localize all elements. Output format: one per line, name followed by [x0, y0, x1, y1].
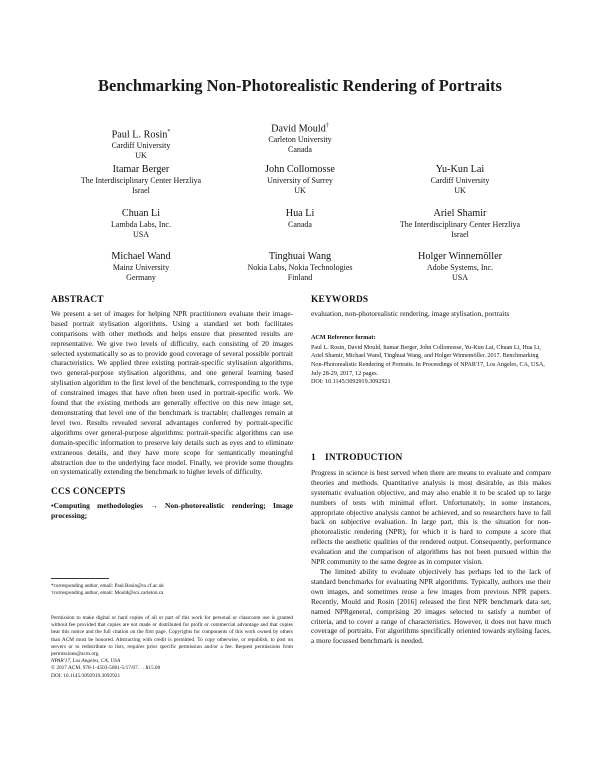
author-block [265, 164, 335, 195]
paper-title: Benchmarking Non-Photorealistic Rendering of Portraits [98, 76, 502, 95]
author-block [268, 120, 331, 155]
author-block [111, 251, 170, 282]
intro-paragraph-1: Progress in science is best served when there are means to evaluate and compare theories and methods. Quantitative analysis is most desirable, as this makes systematic evaluation objective, and may also enable it to be scaled up to large numbers of tests with minimal effort. Unfortunately, in some instances, appropriate objective analysis cannot be achieved, and so researchers have to fall back on subjective evaluation. In large part, this is the situation for non-photorealistic rendering (NPR), for which it is hard to compute a score that reflects the aesthetic qualities of the rendered output. Consequently, performance evaluation and the comparison of algorithms has not been pursued within the NPR community to the same degree as in computer vision. [311, 467, 551, 567]
author-block [431, 164, 490, 195]
author-affiliation: The Interdisciplinary Center Herzliya [399, 220, 521, 229]
author-name: Holger Winnemöller [418, 251, 502, 262]
author-affiliation: Carleton University [268, 135, 332, 145]
author-name: Ariel Shamir [433, 208, 487, 219]
permission-block [51, 615, 293, 680]
author-block [418, 251, 502, 282]
author-block [247, 251, 352, 282]
intro-paragraph-2: The limited ability to evaluate objectively has perhaps led to the lack of standard benchmarks for evaluating NPR algorithms. Typically, authors use their own images, and sometimes reuse a few images from previous NPR papers. Recently, Mould and Rosin [2016] released the first NPR benchmark data set, named NPRgeneral, comprising 20 images selected to satisfy a number of criteria, and to cover a range of characteristics. However, it does not have much coverage of portraits. For algorithms specifically oriented towards stylising faces, a more focussed benchmark is needed. [311, 566, 551, 646]
abstract-text: We present a set of images for helping NPR practitioners evaluate their image-based portrait stylisation algorithms. Using a standard set both facilitates comparisons with other methods and helps ensure that presented results are representative. We give two levels of difficulty, each consisting of 20 images selected systematically so as to provide good coverage of several possible portrait characteristics. We applied three existing portrait-specific stylisation algorithms, two general-purpose stylisation algorithms, and one general learning based stylisation algorithm to the first level of the benchmark, corresponding to the type of constrained images that have often been used in portrait-specific work. We found that the existing methods are generally effective on this new image set, demonstrating that level one of the benchmark is tractable; challenges remain at level two. Results revealed several advantages conferred by portrait-specific algorithms over general-purpose algorithms: portrait-specific algorithms can use domain-specific information to preserve key details such as eyes and to eliminate extraneous details, and they have more scope for semantically meaningful abstraction due to the underlying face model. Finally, we provide some thoughts on systematically extending the benchmark to higher levels of difficulty. [51, 308, 293, 477]
author-affiliation: Cardiff University [430, 176, 490, 185]
author-name: Michael Wand [111, 251, 171, 262]
author-block [81, 164, 201, 195]
section-title: INTRODUCTION [325, 453, 403, 463]
author-block [400, 208, 520, 239]
author-affiliation: Adobe Systems, Inc. [426, 263, 494, 272]
author-name: David Mould [271, 123, 326, 135]
keywords-heading: KEYWORDS [311, 295, 369, 305]
author-mark: * [167, 129, 171, 135]
introduction-section [311, 454, 551, 646]
author-block [112, 126, 171, 161]
author-name: Tinghuai Wang [268, 251, 332, 262]
author-name: Yu-Kun Lai [435, 164, 485, 175]
author-name: Itamar Berger [112, 164, 170, 175]
author-country: Israel [451, 229, 469, 239]
author-affiliation: Nokia Labs, Nokia Technologies [247, 263, 353, 272]
author-country: USA [132, 229, 150, 239]
author-affiliation: Mainz University [112, 263, 170, 272]
author-country: UK [294, 185, 306, 195]
author-name: Chuan Li [121, 208, 161, 219]
author-affiliation: Lambda Labs, Inc. [111, 220, 171, 229]
footnote-1: *corresponding author, email: Paul.Rosin@cs.cf.ac.uk [51, 583, 164, 589]
author-mark: † [325, 123, 329, 129]
author-country: USA [451, 272, 468, 282]
author-country: Germany [126, 272, 156, 282]
author-affiliation: University of Surrey [267, 176, 333, 185]
right-column [311, 296, 551, 387]
section-number: 1 [311, 453, 316, 463]
keywords-text: evaluation, non-photorealistic rendering, image stylisation, portraits [311, 308, 510, 318]
author-name: Hua Li [285, 208, 315, 219]
footnote-2: †corresponding author, email: Mould@scs.carleton.ca [51, 589, 164, 596]
left-column [51, 296, 293, 521]
copyright: © 2017 ACM. 978-1-4503-5081-5/17/07. . . $15.00 [51, 665, 161, 672]
author-name: John Collomosse [265, 164, 335, 175]
author-country: Canada [287, 220, 312, 229]
acm-reference-heading: ACM Reference format: [311, 333, 376, 341]
venue: NPAR'17, Los Angeles, CA, USA [51, 658, 121, 665]
abstract-heading: ABSTRACT [51, 295, 104, 305]
author-block [286, 208, 315, 230]
author-block [111, 208, 171, 239]
ccs-concepts: •Computing methodologies → Non-photorealistic rendering; Image processing; [51, 501, 293, 521]
acm-reference-doi: DOI: 10.1145/3092919.3092921 [311, 379, 391, 386]
footnotes [51, 578, 293, 597]
footnote-rule [51, 578, 109, 579]
permission-text: Permission to make digital or hard copies of all or part of this work for personal or classroom use is granted without fee provided that copies are not made or distributed for profit or commercial advantage and that copies bear this notice and the full citation on the first page. Copyrights for components of this work owned by others than ACM must be honored. Abstracting with credit is permitted. To copy otherwise, or republish, to post on servers or to redistribute to lists, requires prior specific permission and/or a fee. Request permissions from permissions@acm.org. [51, 615, 293, 658]
author-country: Finland [287, 272, 313, 282]
author-country: Canada [287, 144, 312, 154]
introduction-heading [311, 454, 551, 464]
author-name: Paul L. Rosin [111, 129, 168, 141]
author-country: Israel [132, 185, 150, 195]
author-country: UK [135, 150, 147, 160]
doi: DOI: 10.1145/3092919.3092921 [51, 672, 121, 679]
author-country: UK [454, 185, 466, 195]
acm-reference-text: Paul L. Rosin, David Mould, Itamar Berger, John Collomosse, Yu-Kun Lai, Chuan Li, Hua Li, Ariel Shamir, Michael Wand, Tinghuai Wang, and Holger Winnemöller. 2017. Benchmarking Non-Photorealistic Rendering of Portraits. In Proceedings of NPAR'17, Los Angeles, CA, USA, July 28-29, 2017, 12 pages. [311, 344, 545, 377]
author-affiliation: Cardiff University [111, 141, 171, 151]
author-affiliation: The Interdisciplinary Center Herzliya [80, 176, 202, 185]
ccs-heading: CCS CONCEPTS [51, 487, 126, 498]
